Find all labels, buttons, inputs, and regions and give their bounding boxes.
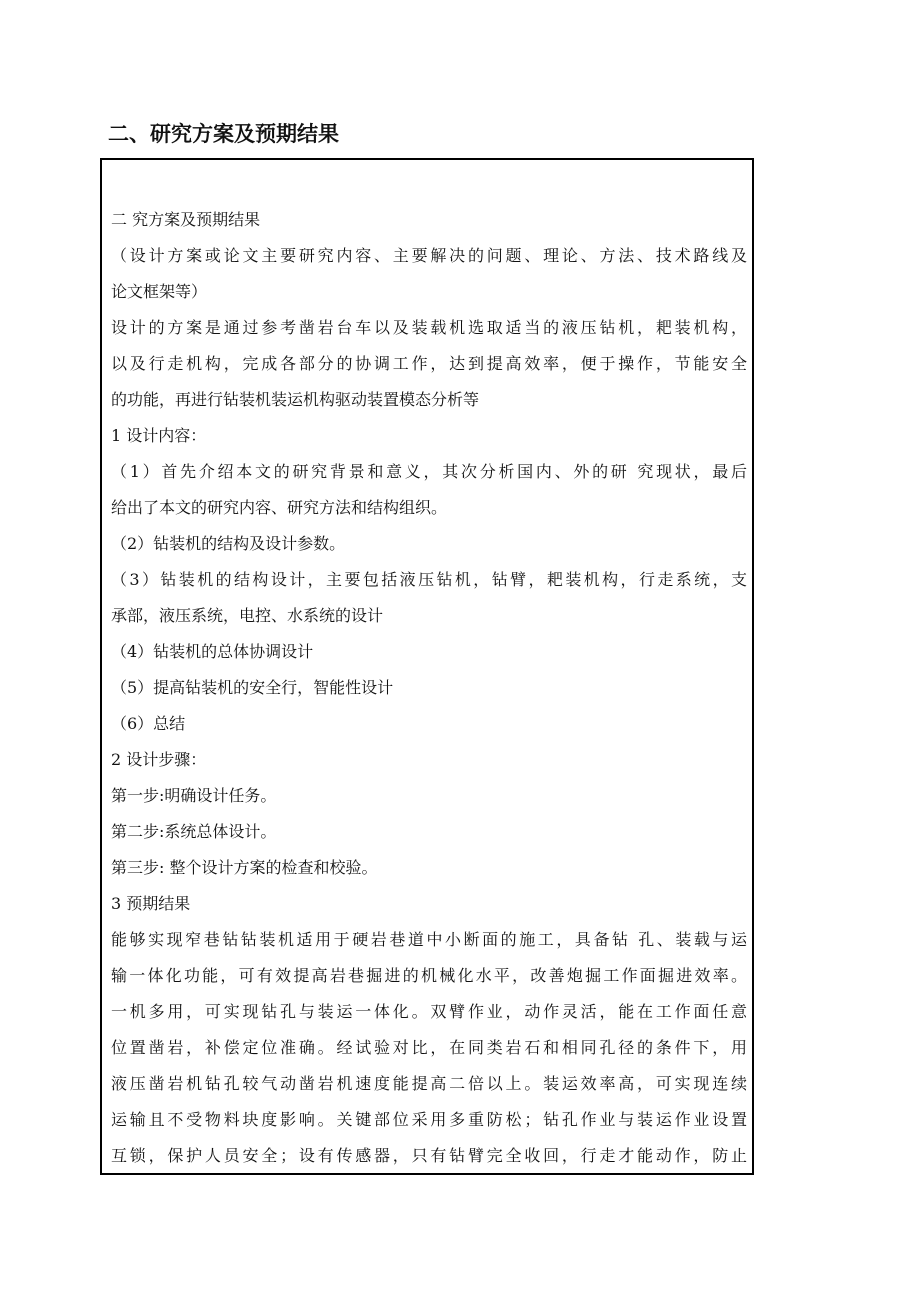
text-line: 输一体化功能，可有效提高岩巷掘进的机械化水平，改善炮掘工作面掘进效率。 <box>111 966 747 985</box>
text-line: （1）首先介绍本文的研究背景和意义，其次分析国内、外的研 究现状，最后 <box>111 462 747 481</box>
text-line: （设计方案或论文主要研究内容、主要解决的问题、理论、方法、技术路线及 <box>111 246 747 265</box>
text-line: （5）提高钻装机的安全行，智能性设计 <box>111 678 394 697</box>
text-line: 3 预期结果 <box>111 894 191 913</box>
text-line: 第二步:系统总体设计。 <box>111 822 277 841</box>
text-line: 的功能，再进行钻装机装运机构驱动装置模态分析等 <box>111 390 480 409</box>
text-line: 液压凿岩机钻孔较气动凿岩机速度能提高二倍以上。装运效率高，可实现连续 <box>111 1074 747 1093</box>
content-box <box>100 158 754 1175</box>
text-line: （4）钻装机的总体协调设计 <box>111 642 314 661</box>
text-line: 第三步: 整个设计方案的检查和校验。 <box>111 858 378 877</box>
text-line: 以及行走机构，完成各部分的协调工作，达到提高效率，便于操作，节能安全 <box>111 354 747 373</box>
content-body <box>111 202 747 1174</box>
text-line: 第一步:明确设计任务。 <box>111 786 277 805</box>
text-line: （3）钻装机的结构设计，主要包括液压钻机，钻臂，耙装机构，行走系统，支 <box>111 570 747 589</box>
text-line: 设计的方案是通过参考凿岩台车以及装载机选取适当的液压钻机，耙装机构， <box>111 318 747 337</box>
text-line: 论文框架等） <box>111 282 208 301</box>
section-heading: 二、研究方案及预期结果 <box>108 122 339 146</box>
text-line: 能够实现窄巷钻钻装机适用于硬岩巷道中小断面的施工，具备钻 孔、装载与运 <box>111 930 747 949</box>
text-line: （2）钻装机的结构及设计参数。 <box>111 534 346 553</box>
text-line: 承部，液压系统，电控、水系统的设计 <box>111 606 384 625</box>
text-line: 1 设计内容： <box>111 426 207 445</box>
text-line: 2 设计步骤： <box>111 750 207 769</box>
text-line: 位置凿岩，补偿定位准确。经试验对比，在同类岩石和相同孔径的条件下，用 <box>111 1038 747 1057</box>
text-line: （6）总结 <box>111 714 186 733</box>
text-line: 互锁，保护人员安全；设有传感器，只有钻臂完全收回，行走才能动作，防止 <box>111 1146 747 1165</box>
text-line: 二 究方案及预期结果 <box>111 210 261 229</box>
text-line: 给出了本文的研究内容、研究方法和结构组织。 <box>111 498 448 517</box>
text-line: 一机多用，可实现钻孔与装运一体化。双臂作业，动作灵活，能在工作面任意 <box>111 1002 747 1021</box>
text-line: 运输且不受物料块度影响。关键部位采用多重防松；钻孔作业与装运作业设置 <box>111 1110 747 1129</box>
